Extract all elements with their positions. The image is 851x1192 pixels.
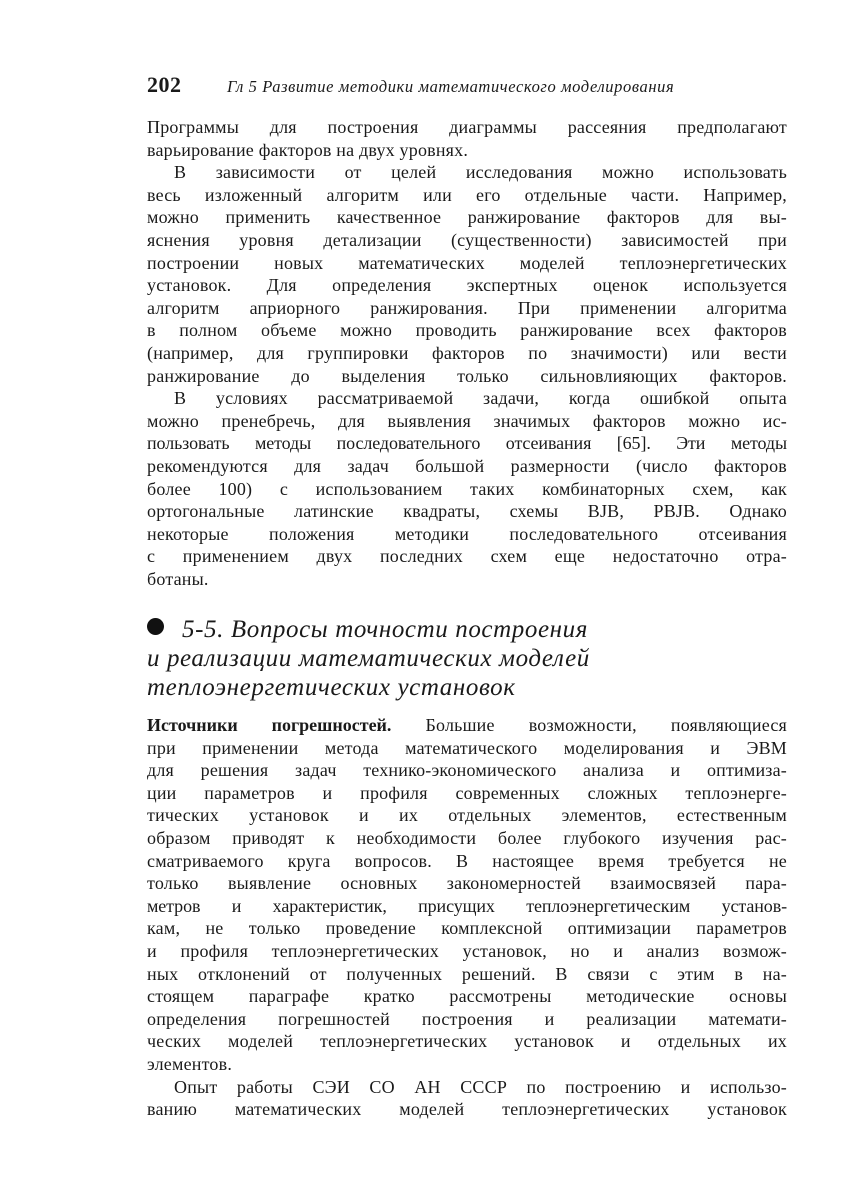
text-line-content: Большие возможности, появляющиеся [425, 715, 788, 735]
text-line [147, 714, 787, 737]
section-number: 5-5. [182, 616, 224, 643]
text-line: при применении метода математического моделирования и ЭВМ [147, 737, 787, 758]
text-line: В условиях рассматриваемой задачи, когда ошибкой опыта [174, 388, 787, 409]
running-head [147, 72, 787, 102]
text-line: с применением двух последних схем еще недостаточно отра- [147, 546, 787, 567]
text-line: образом приводят к необходимости более глубокого изучения рас- [147, 827, 787, 848]
text-line: ческих моделей теплоэнергетических установок и отдельных их [147, 1031, 787, 1052]
body-text-bottom [147, 714, 787, 1121]
text-line: ных отклонений от полученных решений. В связи с этим в на- [147, 963, 787, 984]
text-line: ботаны. [147, 568, 209, 589]
text-line: сматриваемого круга вопросов. В настоящее время требуется не [147, 850, 787, 871]
text-line: варьирование факторов на двух уровнях. [147, 139, 469, 160]
page-number: 202 [147, 72, 182, 97]
text-line: Программы для построения диаграммы рассеяния предполагают [147, 117, 787, 137]
text-line: яснения уровня детализации (существенности) зависимостей при [147, 229, 787, 250]
text-line: рекомендуются для задач большой размерности (число факторов [147, 455, 787, 476]
text-line: для решения задач технико-экономического анализа и оптимиза- [147, 760, 787, 781]
text-line: можно применить качественное ранжирование факторов для вы- [147, 207, 787, 228]
run-in-heading: Источники погрешностей. [147, 715, 392, 735]
text-line: алгоритм априорного ранжирования. При применении алгоритма [147, 297, 787, 318]
text-line: ванию математических моделей теплоэнергетических установок [147, 1099, 787, 1120]
section-heading-line [147, 615, 787, 644]
text-line: (например, для группировки факторов по значимости) или вести [147, 342, 787, 363]
bullet-icon [147, 618, 164, 635]
section-title-line: теплоэнергетических установок [147, 674, 516, 701]
section-title-line: и реализации математических моделей [147, 645, 590, 672]
text-line: кам, не только проведение комплексной оптимизации параметров [147, 918, 787, 939]
text-line: ции параметров и профиля современных сложных теплоэнерге- [147, 782, 787, 803]
section-heading [147, 615, 787, 702]
text-line: тических установок и их отдельных элементов, естественным [147, 805, 787, 826]
text-line: элементов. [147, 1053, 233, 1074]
text-line: определения погрешностей построения и реализации математи- [147, 1008, 787, 1029]
text-line: ранжирование до выделения только сильновлияющих факторов. [147, 365, 787, 386]
text-line: можно пренебречь, для выявления значимых факторов можно ис- [147, 410, 787, 431]
text-line: Опыт работы СЭИ СО АН СССР по построению и использо- [174, 1076, 787, 1097]
text-line: более 100) с использованием таких комбинаторных схем, как [147, 478, 787, 499]
text-line: метров и характеристик, присущих теплоэнергетическим установ- [147, 895, 787, 916]
text-line: стоящем параграфе кратко рассмотрены методические основы [147, 986, 787, 1007]
text-line: и профиля теплоэнергетических установок, но и анализ возмож- [147, 940, 787, 961]
text-line: некоторые положения методики последовательного отсеивания [147, 523, 787, 544]
text-line: В зависимости от целей исследования можно использовать [174, 162, 787, 183]
text-line: установок. Для определения экспертных оценок используется [147, 275, 787, 296]
text-line: пользовать методы последовательного отсеивания [65]. Эти методы [147, 433, 787, 454]
body-text-top [147, 116, 787, 590]
text-line: построении новых математических моделей теплоэнергетических [147, 252, 787, 273]
text-line: ортогональные латинские квадраты, схемы BJB, PBJB. Однако [147, 501, 787, 522]
text-line: только выявление основных закономерностей взаимосвязей пара- [147, 873, 787, 894]
section-title-line: Вопросы точности построения [230, 616, 588, 643]
running-title: Гл 5 Развитие методики математического моделирования [227, 77, 675, 96]
text-line: весь изложенный алгоритм или его отдельные части. Например, [147, 184, 787, 205]
text-line: в полном объеме можно проводить ранжирование всех факторов [147, 320, 787, 341]
